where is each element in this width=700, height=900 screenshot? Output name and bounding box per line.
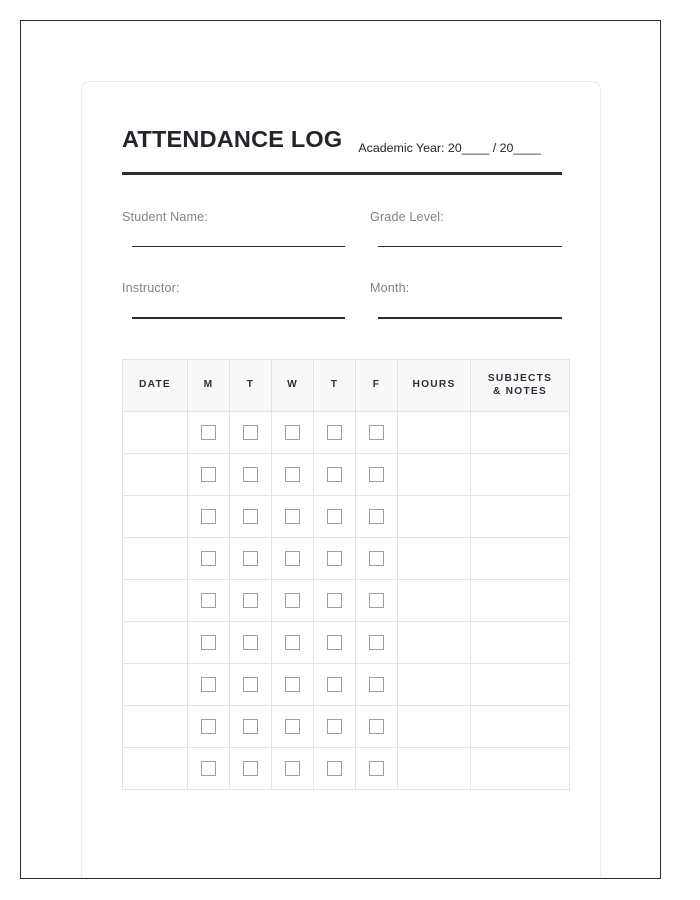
table-row — [123, 579, 570, 621]
cell-attendance-checkbox[interactable] — [230, 705, 272, 747]
checkbox-icon[interactable] — [369, 761, 384, 776]
checkbox-icon[interactable] — [201, 635, 216, 650]
column-header-date: DATE — [123, 359, 188, 411]
checkbox-icon[interactable] — [327, 719, 342, 734]
cell-attendance-checkbox[interactable] — [272, 453, 314, 495]
cell-date[interactable] — [123, 495, 188, 537]
checkbox-icon[interactable] — [243, 593, 258, 608]
cell-date[interactable] — [123, 579, 188, 621]
cell-attendance-checkbox[interactable] — [230, 495, 272, 537]
cell-hours[interactable] — [398, 747, 471, 789]
sheet-content — [82, 82, 601, 790]
cell-attendance-checkbox[interactable] — [188, 495, 230, 537]
cell-attendance-checkbox[interactable] — [356, 411, 398, 453]
cell-date[interactable] — [123, 411, 188, 453]
table-row — [123, 411, 570, 453]
cell-hours[interactable] — [398, 495, 471, 537]
cell-attendance-checkbox[interactable] — [314, 747, 356, 789]
grade-level-input[interactable] — [378, 246, 562, 247]
checkbox-icon[interactable] — [285, 761, 300, 776]
cell-attendance-checkbox[interactable] — [188, 663, 230, 705]
cell-hours[interactable] — [398, 579, 471, 621]
checkbox-icon[interactable] — [201, 593, 216, 608]
cell-attendance-checkbox[interactable] — [356, 621, 398, 663]
cell-attendance-checkbox[interactable] — [272, 621, 314, 663]
checkbox-icon[interactable] — [243, 425, 258, 440]
checkbox-icon[interactable] — [285, 551, 300, 566]
cell-attendance-checkbox[interactable] — [188, 453, 230, 495]
table-row — [123, 537, 570, 579]
academic-year-field[interactable]: Academic Year: 20____ / 20____ — [358, 141, 541, 155]
cell-attendance-checkbox[interactable] — [230, 453, 272, 495]
page-title: ATTENDANCE LOG — [122, 126, 343, 152]
checkbox-icon[interactable] — [327, 593, 342, 608]
cell-subjects-notes[interactable] — [471, 411, 570, 453]
checkbox-icon[interactable] — [201, 467, 216, 482]
cell-attendance-checkbox[interactable] — [356, 537, 398, 579]
cell-hours[interactable] — [398, 621, 471, 663]
field-month — [370, 281, 562, 318]
cell-attendance-checkbox[interactable] — [314, 495, 356, 537]
checkbox-icon[interactable] — [369, 425, 384, 440]
table-row — [123, 453, 570, 495]
cell-attendance-checkbox[interactable] — [356, 705, 398, 747]
column-header-friday: F — [356, 359, 398, 411]
field-label-instructor: Instructor: — [122, 281, 180, 296]
checkbox-icon[interactable] — [369, 719, 384, 734]
checkbox-icon[interactable] — [327, 551, 342, 566]
cell-attendance-checkbox[interactable] — [230, 411, 272, 453]
cell-attendance-checkbox[interactable] — [314, 705, 356, 747]
column-header-hours: HOURS — [398, 359, 471, 411]
checkbox-icon[interactable] — [285, 677, 300, 692]
cell-attendance-checkbox[interactable] — [314, 411, 356, 453]
checkbox-icon[interactable] — [327, 467, 342, 482]
checkbox-icon[interactable] — [369, 677, 384, 692]
attendance-sheet-card — [81, 81, 601, 879]
cell-subjects-notes[interactable] — [471, 621, 570, 663]
form-fields — [122, 210, 562, 319]
cell-attendance-checkbox[interactable] — [314, 579, 356, 621]
cell-attendance-checkbox[interactable] — [314, 621, 356, 663]
checkbox-icon[interactable] — [327, 677, 342, 692]
student-name-input[interactable] — [132, 246, 345, 247]
field-label-student-name: Student Name: — [122, 210, 208, 224]
checkbox-icon[interactable] — [243, 467, 258, 482]
cell-attendance-checkbox[interactable] — [314, 537, 356, 579]
cell-attendance-checkbox[interactable] — [356, 747, 398, 789]
cell-attendance-checkbox[interactable] — [272, 537, 314, 579]
cell-attendance-checkbox[interactable] — [356, 453, 398, 495]
field-grade-level — [370, 210, 562, 247]
checkbox-icon[interactable] — [327, 635, 342, 650]
cell-subjects-notes[interactable] — [471, 705, 570, 747]
cell-date[interactable] — [123, 663, 188, 705]
cell-hours[interactable] — [398, 705, 471, 747]
cell-hours[interactable] — [398, 411, 471, 453]
column-header-subjects-notes — [471, 359, 570, 411]
checkbox-icon[interactable] — [201, 761, 216, 776]
cell-date[interactable] — [123, 453, 188, 495]
cell-attendance-checkbox[interactable] — [272, 495, 314, 537]
cell-subjects-notes[interactable] — [471, 537, 570, 579]
cell-subjects-notes[interactable] — [471, 579, 570, 621]
cell-attendance-checkbox[interactable] — [230, 621, 272, 663]
cell-attendance-checkbox[interactable] — [188, 579, 230, 621]
checkbox-icon[interactable] — [201, 425, 216, 440]
column-header-subjects-line2: & NOTES — [492, 386, 548, 398]
column-header-subjects-line1: SUBJECTS — [487, 372, 553, 384]
cell-attendance-checkbox[interactable] — [188, 705, 230, 747]
cell-subjects-notes[interactable] — [471, 663, 570, 705]
checkbox-icon[interactable] — [243, 635, 258, 650]
table-row — [123, 621, 570, 663]
cell-attendance-checkbox[interactable] — [314, 663, 356, 705]
table-row — [123, 663, 570, 705]
cell-date[interactable] — [123, 705, 188, 747]
cell-attendance-checkbox[interactable] — [272, 579, 314, 621]
table-row — [123, 495, 570, 537]
checkbox-icon[interactable] — [369, 551, 384, 566]
cell-date[interactable] — [123, 537, 188, 579]
column-header-wednesday: W — [272, 359, 314, 411]
cell-attendance-checkbox[interactable] — [188, 747, 230, 789]
field-instructor — [122, 281, 370, 318]
checkbox-icon[interactable] — [369, 635, 384, 650]
cell-attendance-checkbox[interactable] — [188, 621, 230, 663]
cell-subjects-notes[interactable] — [471, 495, 570, 537]
cell-attendance-checkbox[interactable] — [230, 579, 272, 621]
checkbox-icon[interactable] — [201, 719, 216, 734]
checkbox-icon[interactable] — [369, 509, 384, 524]
column-header-tuesday: T — [230, 359, 272, 411]
attendance-table-body — [123, 411, 570, 789]
cell-attendance-checkbox[interactable] — [356, 579, 398, 621]
field-student-name — [122, 210, 370, 247]
table-row — [123, 747, 570, 789]
table-row — [123, 705, 570, 747]
checkbox-icon[interactable] — [243, 719, 258, 734]
month-input[interactable] — [378, 317, 562, 318]
checkbox-icon[interactable] — [327, 425, 342, 440]
field-label-grade-level: Grade Level: — [370, 210, 444, 224]
page-frame — [20, 20, 661, 879]
checkbox-icon[interactable] — [201, 551, 216, 566]
checkbox-icon[interactable] — [243, 761, 258, 776]
checkbox-icon[interactable] — [285, 425, 300, 440]
checkbox-icon[interactable] — [369, 593, 384, 608]
cell-subjects-notes[interactable] — [471, 747, 570, 789]
checkbox-icon[interactable] — [327, 761, 342, 776]
title-divider — [122, 172, 562, 175]
checkbox-icon[interactable] — [285, 467, 300, 482]
column-header-thursday: T — [314, 359, 356, 411]
cell-attendance-checkbox[interactable] — [230, 537, 272, 579]
instructor-input[interactable] — [132, 317, 345, 318]
checkbox-icon[interactable] — [369, 467, 384, 482]
title-row — [122, 126, 562, 153]
cell-subjects-notes[interactable] — [471, 453, 570, 495]
cell-attendance-checkbox[interactable] — [188, 411, 230, 453]
checkbox-icon[interactable] — [285, 593, 300, 608]
field-label-month: Month: — [370, 281, 410, 296]
cell-attendance-checkbox[interactable] — [272, 411, 314, 453]
cell-hours[interactable] — [398, 663, 471, 705]
cell-attendance-checkbox[interactable] — [272, 663, 314, 705]
table-header-row — [123, 359, 570, 411]
checkbox-icon[interactable] — [285, 509, 300, 524]
cell-attendance-checkbox[interactable] — [314, 453, 356, 495]
cell-attendance-checkbox[interactable] — [230, 663, 272, 705]
column-header-monday: M — [188, 359, 230, 411]
cell-attendance-checkbox[interactable] — [356, 663, 398, 705]
cell-attendance-checkbox[interactable] — [230, 747, 272, 789]
attendance-table — [122, 359, 570, 790]
cell-attendance-checkbox[interactable] — [356, 495, 398, 537]
cell-attendance-checkbox[interactable] — [272, 747, 314, 789]
checkbox-icon[interactable] — [201, 677, 216, 692]
cell-attendance-checkbox[interactable] — [272, 705, 314, 747]
checkbox-icon[interactable] — [243, 677, 258, 692]
checkbox-icon[interactable] — [327, 509, 342, 524]
checkbox-icon[interactable] — [243, 551, 258, 566]
cell-date[interactable] — [123, 621, 188, 663]
checkbox-icon[interactable] — [285, 719, 300, 734]
cell-date[interactable] — [123, 747, 188, 789]
cell-hours[interactable] — [398, 453, 471, 495]
cell-hours[interactable] — [398, 537, 471, 579]
cell-attendance-checkbox[interactable] — [188, 537, 230, 579]
checkbox-icon[interactable] — [243, 509, 258, 524]
checkbox-icon[interactable] — [285, 635, 300, 650]
checkbox-icon[interactable] — [201, 509, 216, 524]
